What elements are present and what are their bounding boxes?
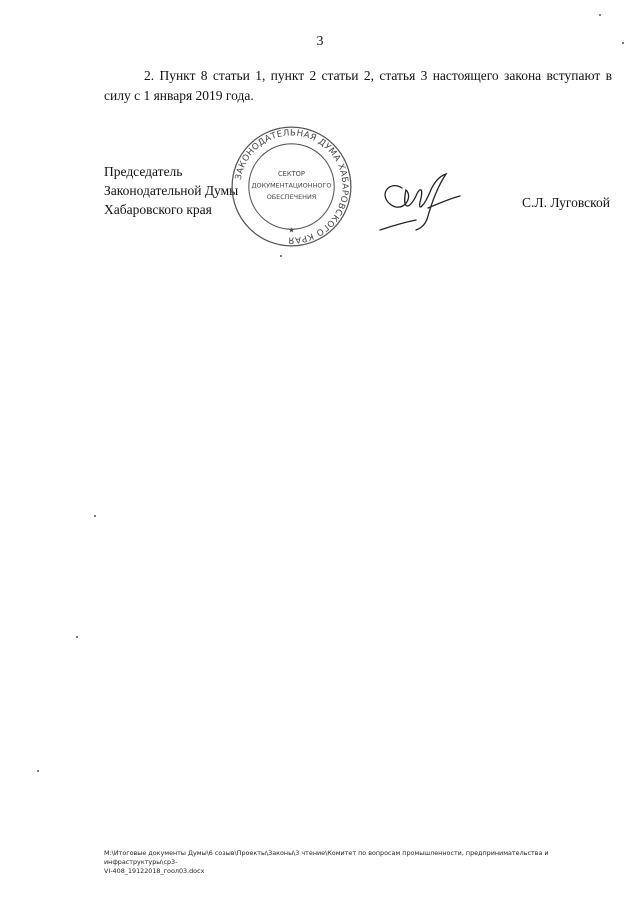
body-paragraph-text: 2. Пункт 8 статьи 1, пункт 2 статьи 2, статья 3 настоящего закона вступают в силу с 1 января 2019 года.: [104, 68, 612, 103]
scan-speck: [622, 42, 624, 44]
stamp-center-line: СЕКТОР: [278, 170, 305, 179]
file-path-line: M:\Итоговые документы Думы\6 созыв\Проекты\Законы\3 чтение\Комитет по вопросам промышленности, предпринимательства и инфраструктуры\ср3-: [104, 849, 549, 866]
body-paragraph: [104, 66, 612, 106]
scan-speck: [37, 770, 39, 772]
signatory-title-line: Председатель: [104, 164, 183, 179]
scan-speck: [76, 636, 78, 638]
scan-speck: [280, 255, 282, 257]
scan-speck: [94, 515, 96, 517]
scan-speck: [599, 14, 601, 16]
signatory-title: [104, 162, 238, 219]
handwritten-signature: [372, 168, 472, 238]
stamp-star-icon: ★: [288, 225, 295, 235]
official-stamp: [229, 124, 354, 249]
stamp-ring-text: ЗАКОНОДАТЕЛЬНАЯ ДУМА ХАБАРОВСКОГО КРАЯ: [233, 128, 350, 245]
stamp-center-line: ОБЕСПЕЧЕНИЯ: [266, 193, 317, 201]
file-path-footer: [104, 849, 604, 876]
file-path-line: VI-408_19122018_гоол03.docx: [104, 867, 205, 875]
signatory-title-line: Законодательной Думы: [104, 183, 239, 198]
stamp-center-line: ДОКУМЕНТАЦИОННОГО: [251, 181, 332, 190]
signatory-title-line: Хабаровского края: [104, 202, 212, 217]
signatory-name: С.Л. Луговской: [522, 195, 610, 210]
page-number: 3: [316, 34, 324, 49]
